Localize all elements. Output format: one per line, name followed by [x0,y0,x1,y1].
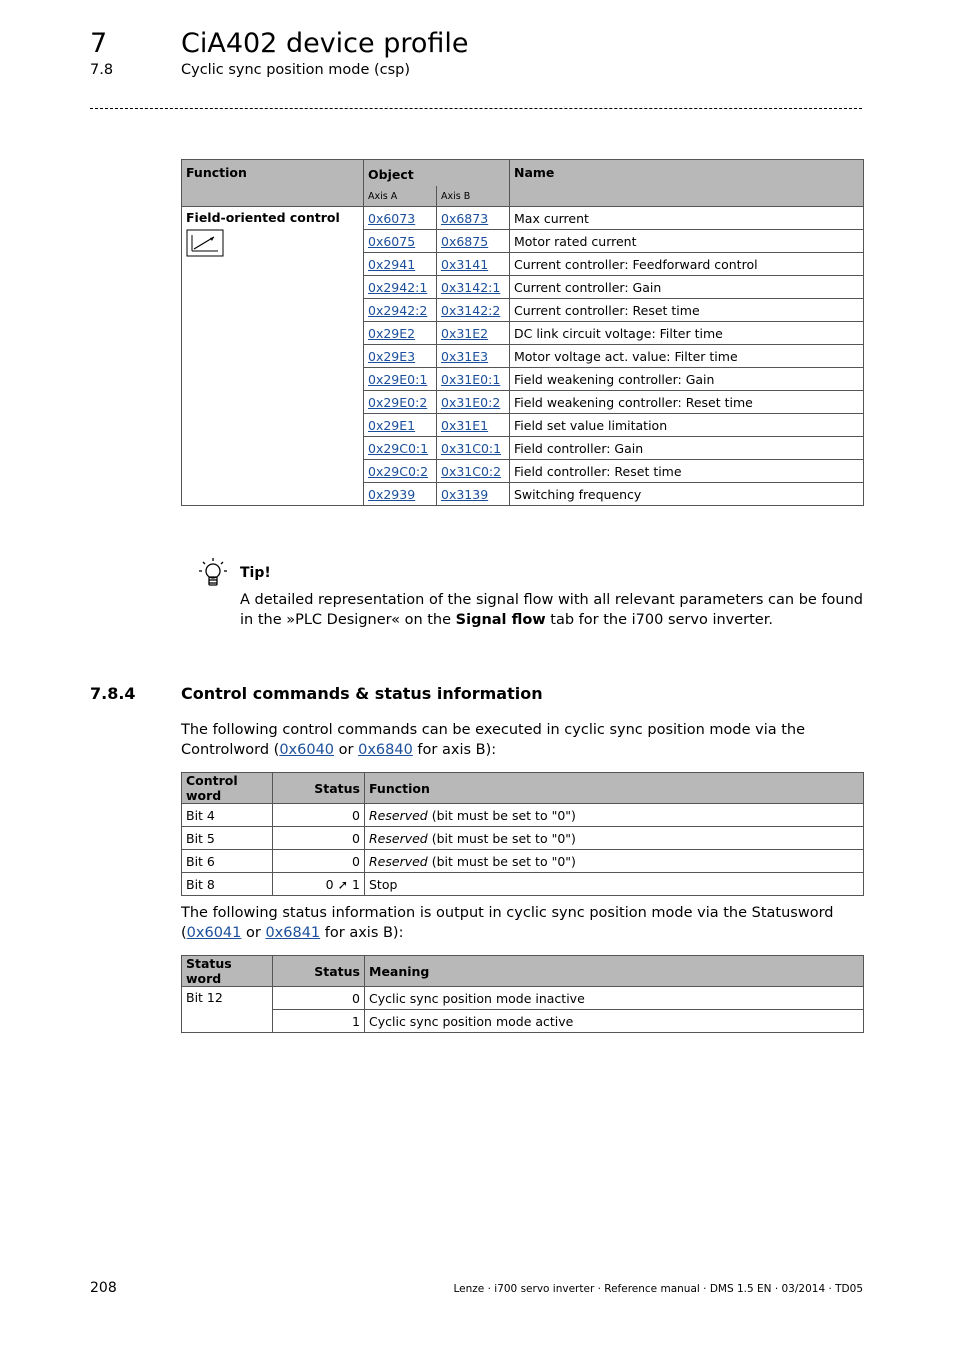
tip-label: Tip! [240,565,271,581]
parameter-name: Current controller: Reset time [510,299,864,322]
status-word-table [181,955,864,1033]
object-cell-axis-a [364,230,437,253]
link-0x6041[interactable]: 0x6041 [186,924,242,941]
object-link[interactable]: 0x31E1 [441,417,489,433]
parameter-name: Field controller: Gain [510,437,864,460]
object-link[interactable]: 0x2942:2 [368,302,428,318]
link-0x6841[interactable]: 0x6841 [265,924,321,941]
object-link[interactable]: 0x29C0:2 [368,463,429,479]
status-cell: 0 ➚ 1 [273,873,365,896]
function-cell [365,827,864,850]
object-cell-axis-b [437,299,510,322]
col-control-word-header: Control word [182,773,273,804]
control-word-table-body [182,804,864,896]
table-row [182,987,864,1010]
bit-cell: Bit 8 [182,873,273,896]
table-row [182,827,864,850]
function-text: (bit must be set to "0") [427,853,576,869]
object-cell-axis-b [437,368,510,391]
col-status-header: Status [273,773,365,804]
object-link[interactable]: 0x29E0:2 [368,394,428,410]
parameter-name: Field weakening controller: Reset time [510,391,864,414]
section-title: Cyclic sync position mode (csp) [181,62,411,78]
parameter-name: Field weakening controller: Gain [510,368,864,391]
lightbulb-icon [196,556,232,590]
object-link[interactable]: 0x29E3 [368,348,416,364]
status-cell: 0 [273,827,365,850]
object-cell-axis-a [364,276,437,299]
object-cell-axis-a [364,299,437,322]
col-object-header: Object [364,160,510,187]
object-cell-axis-b [437,483,510,506]
function-text: Stop [369,876,398,892]
object-link[interactable]: 0x31E0:1 [441,371,501,387]
object-link[interactable]: 0x31E2 [441,325,489,341]
object-link[interactable]: 0x3142:1 [441,279,501,295]
table-row [182,850,864,873]
meaning-cell: Cyclic sync position mode inactive [365,987,864,1010]
controlword-paragraph: The following control commands can be executed in cyclic sync position mode via the Controlword (0x6040 or 0x6840 for axis B): [181,722,806,758]
object-link[interactable]: 0x3139 [441,486,489,502]
status-cell: 0 [273,987,365,1010]
object-cell-axis-b [437,414,510,437]
bit-cell: Bit 12 [182,987,273,1033]
object-link[interactable]: 0x3142:2 [441,302,501,318]
object-cell-axis-b [437,345,510,368]
header-divider [90,108,862,109]
subsection-title: Control commands & status information [181,684,543,703]
page-number: 208 [90,1280,117,1296]
status-cell: 0 [273,804,365,827]
field-oriented-control-icon [186,229,224,257]
status-cell: 0 [273,850,365,873]
table-row [182,1010,864,1033]
meaning-cell: Cyclic sync position mode active [365,1010,864,1033]
object-cell-axis-b [437,276,510,299]
object-link[interactable]: 0x31E0:2 [441,394,501,410]
link-0x6040[interactable]: 0x6040 [279,741,335,758]
table-row [182,207,864,230]
object-link[interactable]: 0x3141 [441,256,489,272]
object-cell-axis-a [364,345,437,368]
chapter-title: CiA402 device profile [181,28,469,59]
object-cell-axis-a [364,368,437,391]
object-link[interactable]: 0x29E0:1 [368,371,428,387]
footer-text: Lenze · i700 servo inverter · Reference manual · DMS 1.5 EN · 03/2014 · TD05 [453,1283,863,1295]
col-name-header: Name [510,160,864,207]
object-cell-axis-b [437,391,510,414]
object-link[interactable]: 0x31C0:1 [441,440,502,456]
chapter-number: 7 [90,28,108,59]
parameter-name: Field set value limitation [510,414,864,437]
object-link[interactable]: 0x2942:1 [368,279,428,295]
table-row [182,873,864,896]
function-cell [365,804,864,827]
function-cell [182,207,364,506]
col-status-header: Status [273,956,365,987]
parameter-name: Current controller: Feedforward control [510,253,864,276]
status-word-table-body [182,987,864,1033]
object-cell-axis-a [364,460,437,483]
table-row [182,804,864,827]
statusword-paragraph: The following status information is output in cyclic sync position mode via the Statusword (0x6041 or 0x6841 for axis B): [181,905,834,941]
object-cell-axis-a [364,414,437,437]
object-cell-axis-b [437,253,510,276]
parameter-name: Switching frequency [510,483,864,506]
bit-cell: Bit 5 [182,827,273,850]
function-cell [365,873,864,896]
object-link[interactable]: 0x6075 [368,233,416,249]
object-link[interactable]: 0x31C0:2 [441,463,502,479]
object-cell-axis-a [364,207,437,230]
parameter-table [181,159,864,506]
status-cell: 1 [273,1010,365,1033]
bit-cell: Bit 6 [182,850,273,873]
col-axis-b-header: Axis B [437,186,510,207]
function-italic: Reserved [369,830,428,846]
object-link[interactable]: 0x6873 [441,210,489,226]
object-cell-axis-a [364,322,437,345]
parameter-name: Max current [510,207,864,230]
object-link[interactable]: 0x29C0:1 [368,440,429,456]
parameter-name: DC link circuit voltage: Filter time [510,322,864,345]
object-link[interactable]: 0x6073 [368,210,416,226]
control-word-table [181,772,864,896]
object-cell-axis-a [364,253,437,276]
col-axis-a-header: Axis A [364,186,437,207]
function-cell [365,850,864,873]
function-text: (bit must be set to "0") [427,807,576,823]
tip-text: A detailed representation of the signal flow with all relevant parameters can be found in the »PLC Designer« on the Signal flow tab for the i700 servo inverter. [240,592,863,628]
parameter-name: Current controller: Gain [510,276,864,299]
object-cell-axis-a [364,437,437,460]
parameter-name: Motor rated current [510,230,864,253]
object-link[interactable]: 0x29E2 [368,325,416,341]
object-link[interactable]: 0x6875 [441,233,489,249]
function-label: Field-oriented control [186,210,340,225]
link-0x6840[interactable]: 0x6840 [358,741,413,758]
object-link[interactable]: 0x31E3 [441,348,489,364]
function-text: (bit must be set to "0") [427,830,576,846]
object-cell-axis-a [364,483,437,506]
bit-cell: Bit 4 [182,804,273,827]
col-meaning-header: Meaning [365,956,864,987]
object-cell-axis-b [437,460,510,483]
function-italic: Reserved [369,853,428,869]
object-cell-axis-b [437,437,510,460]
parameter-name: Field controller: Reset time [510,460,864,483]
parameter-name: Motor voltage act. value: Filter time [510,345,864,368]
col-function-header: Function [182,160,364,207]
subsection-number: 7.8.4 [90,684,136,703]
parameter-table-body [182,207,864,506]
object-link[interactable]: 0x2939 [368,486,416,502]
object-cell-axis-a [364,391,437,414]
function-italic: Reserved [369,807,428,823]
object-link[interactable]: 0x2941 [368,256,416,272]
col-function-header: Function [365,773,864,804]
object-cell-axis-b [437,230,510,253]
col-status-word-header: Status word [182,956,273,987]
object-cell-axis-b [437,207,510,230]
object-link[interactable]: 0x29E1 [368,417,416,433]
object-cell-axis-b [437,322,510,345]
section-number: 7.8 [90,62,114,78]
